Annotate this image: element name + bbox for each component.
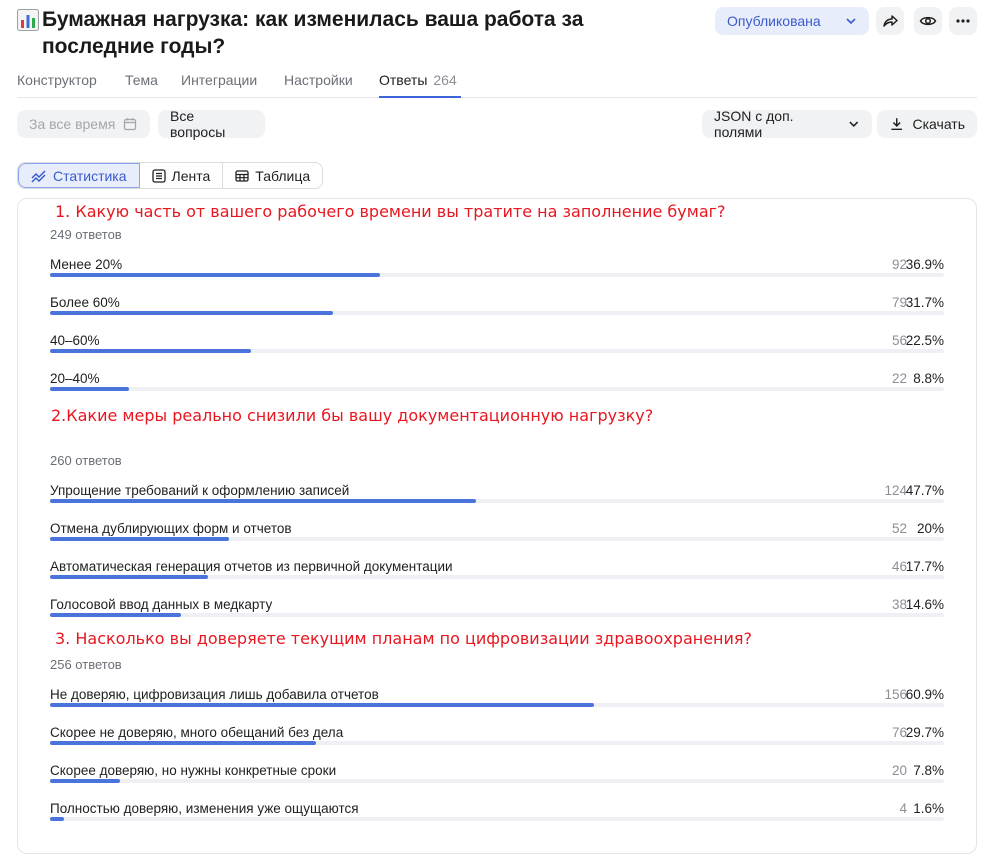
answer-row [50, 333, 944, 361]
download-icon [889, 116, 905, 132]
answer-row [50, 597, 944, 625]
more-dots-icon [954, 12, 972, 30]
tab-answers[interactable] [379, 72, 461, 98]
answer-row [50, 521, 944, 549]
answer-label: 40–60% [50, 333, 100, 348]
answer-percent: 47.7% [905, 483, 944, 498]
answer-label: Менее 20% [50, 257, 123, 272]
status-label: Опубликована [727, 13, 821, 29]
tab-bar [17, 70, 977, 98]
question-title: 1. Какую часть от вашего рабочего времени вы тратите на заполнение бумаг? [55, 202, 726, 221]
question-answer-count: 256 ответов [50, 657, 122, 672]
answer-count: 46 [891, 559, 907, 574]
answer-count: 92 [891, 257, 907, 272]
answer-bar-track [50, 741, 944, 745]
view-switcher [17, 162, 323, 189]
question-answer-count: 249 ответов [50, 227, 122, 242]
calendar-icon [123, 117, 137, 131]
answer-count: 124 [884, 483, 907, 498]
tab-integrations[interactable] [181, 72, 257, 98]
answer-bar-fill [50, 273, 380, 277]
chart-icon [31, 169, 47, 183]
answer-bar-track [50, 575, 944, 579]
page-title-text: Бумажная нагрузка: как изменилась ваша работа за последние годы? [42, 8, 584, 58]
answer-row [50, 257, 944, 285]
answer-count: 4 [899, 801, 907, 816]
answer-label: Более 60% [50, 295, 120, 310]
share-icon [881, 12, 899, 30]
view-feed-button[interactable] [140, 163, 224, 188]
answer-bar-track [50, 311, 944, 315]
answer-label: Полностью доверяю, изменения уже ощущаются [50, 801, 359, 816]
answer-percent: 8.8% [913, 371, 944, 386]
share-button[interactable] [876, 7, 904, 35]
download-button[interactable] [877, 110, 977, 138]
chevron-down-icon [848, 118, 860, 130]
questions-filter-label: Все вопросы [170, 108, 226, 140]
eye-icon [919, 12, 937, 30]
date-filter-label: За все время [29, 116, 116, 132]
tab-settings[interactable] [284, 72, 353, 98]
answer-count: 20 [891, 763, 907, 778]
answer-percent: 20% [916, 521, 944, 536]
answers-count-badge: 264 [433, 72, 457, 88]
questions-filter-button[interactable] [158, 110, 265, 138]
answer-bar-track [50, 273, 944, 277]
answer-bar-track [50, 779, 944, 783]
answer-row [50, 295, 944, 323]
question-title: 2.Какие меры реально снизили бы вашу документационную нагрузку? [51, 406, 654, 425]
answer-bar-fill [50, 537, 229, 541]
answer-label: Упрощение требований к оформлению записей [50, 483, 350, 498]
answer-bar-track [50, 703, 944, 707]
answer-label: Скорее доверяю, но нужны конкретные сроки [50, 763, 337, 778]
answer-row [50, 801, 944, 829]
download-label: Скачать [912, 116, 965, 132]
view-table-button[interactable] [223, 163, 322, 188]
export-format-dropdown[interactable] [702, 110, 872, 138]
answer-label: Не доверяю, цифровизация лишь добавила отчетов [50, 687, 379, 702]
view-label: Статистика [53, 167, 127, 184]
question-answer-count: 260 ответов [50, 453, 122, 468]
answer-label: Скорее не доверяю, много обещаний без дела [50, 725, 344, 740]
tab-constructor[interactable] [17, 72, 97, 98]
answer-percent: 14.6% [905, 597, 944, 612]
answer-count: 22 [891, 371, 907, 386]
answer-label: 20–40% [50, 371, 100, 386]
answer-label: Автоматическая генерация отчетов из первичной документации [50, 559, 453, 574]
answer-label: Голосовой ввод данных в медкарту [50, 597, 273, 612]
feed-icon [152, 169, 166, 183]
answer-percent: 60.9% [905, 687, 944, 702]
answer-percent: 36.9% [905, 257, 944, 272]
answer-row [50, 559, 944, 587]
answer-percent: 7.8% [913, 763, 944, 778]
answer-bar-fill [50, 613, 181, 617]
answer-bar-fill [50, 703, 594, 707]
tab-label: Тема [125, 72, 158, 88]
answer-bar-fill [50, 741, 316, 745]
answer-bar-fill [50, 779, 120, 783]
answer-percent: 1.6% [913, 801, 944, 816]
tab-label: Конструктор [17, 72, 97, 88]
status-dropdown[interactable] [715, 7, 869, 35]
answer-bar-track [50, 349, 944, 353]
answer-percent: 31.7% [905, 295, 944, 310]
tab-label: Интеграции [181, 72, 258, 88]
answer-bar-fill [50, 311, 333, 315]
question-title: 3. Насколько вы доверяете текущим планам по цифровизации здравоохранения? [55, 629, 753, 648]
answer-row [50, 763, 944, 791]
answer-bar-fill [50, 387, 129, 391]
page-title [17, 6, 617, 60]
table-icon [235, 169, 249, 183]
answer-bar-fill [50, 499, 476, 503]
answer-row [50, 483, 944, 511]
answer-percent: 29.7% [905, 725, 944, 740]
answer-label: Отмена дублирующих форм и отчетов [50, 521, 292, 536]
answer-count: 38 [891, 597, 907, 612]
view-label: Таблица [255, 167, 311, 184]
answer-row [50, 725, 944, 753]
answer-count: 52 [891, 521, 907, 536]
date-filter-button[interactable] [17, 110, 150, 138]
bar-chart-icon [17, 9, 39, 31]
answer-bar-track [50, 537, 944, 541]
view-statistics-button[interactable] [18, 163, 140, 188]
export-format-label: JSON с доп. полями [714, 108, 794, 140]
answer-bar-track [50, 499, 944, 503]
preview-button[interactable] [914, 7, 942, 35]
answer-percent: 22.5% [905, 333, 944, 348]
chevron-down-icon [845, 15, 857, 27]
answer-count: 56 [891, 333, 907, 348]
answer-count: 156 [884, 687, 907, 702]
tab-label: Настройки [284, 72, 353, 88]
answer-bar-fill [50, 817, 64, 821]
answer-row [50, 687, 944, 715]
answer-bar-track [50, 613, 944, 617]
page-header [17, 6, 617, 60]
answer-bar-track [50, 387, 944, 391]
more-button[interactable] [949, 7, 977, 35]
view-label: Лента [171, 167, 211, 184]
answer-bar-fill [50, 575, 208, 579]
answer-count: 76 [891, 725, 907, 740]
tab-label: Ответы [379, 72, 428, 88]
answer-bar-track [50, 817, 944, 821]
answer-percent: 17.7% [905, 559, 944, 574]
tab-theme[interactable] [125, 72, 158, 98]
answer-count: 79 [891, 295, 907, 310]
answer-bar-fill [50, 349, 251, 353]
answer-row [50, 371, 944, 399]
